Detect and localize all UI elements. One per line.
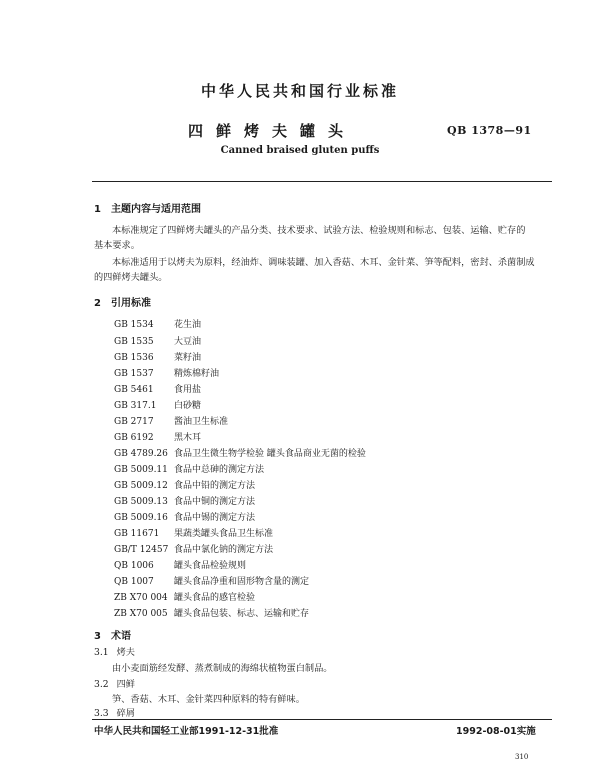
reference-code: ZB X70 005 [114,609,168,619]
reference-code: GB/T 12457 [114,545,169,555]
reference-item [114,590,255,603]
reference-code: GB 5009.13 [114,497,168,507]
reference-name: 罐头食品检验规则 [174,561,247,571]
reference-code: GB 5009.12 [114,481,168,491]
reference-name: 食用盐 [174,385,202,395]
reference-name: 食品中铜的测定方法 [174,497,256,507]
term-3-2-number: 3.2 [94,679,109,690]
reference-code: GB 5461 [114,385,154,395]
reference-code: GB 1536 [114,353,154,363]
reference-code: GB 5009.11 [114,465,168,475]
reference-item [114,510,255,523]
reference-item [114,606,309,619]
reference-item [114,430,201,443]
section-3-heading [94,627,131,642]
reference-item [114,446,366,459]
reference-name: 食品中氯化钠的测定方法 [174,545,274,555]
reference-item [114,350,201,363]
implementation-date: 1992-08-01实施 [456,726,536,737]
reference-item [114,494,255,507]
reference-code: GB 4789.26 [114,449,168,459]
reference-item [114,366,219,379]
section-3-number: 3 [94,631,101,642]
reference-name: 菜籽油 [174,353,202,363]
reference-code: GB 2717 [114,417,154,427]
reference-name: 精炼棉籽油 [174,369,220,379]
reference-name: 花生油 [174,320,202,330]
section-1-para-2-line-2: 的四鲜烤夫罐头。 [94,272,168,283]
reference-name: 食品中总砷的测定方法 [174,465,265,475]
section-3-title: 术语 [110,631,131,642]
top-divider [92,181,552,182]
reference-item [114,462,264,475]
section-1-para-2-line-1: 本标准适用于以烤夫为原料，经油炸、调味装罐、加入香菇、木耳、金针菜、笋等配料，密封、杀菌制成 [112,257,535,268]
section-2-heading [94,294,151,309]
reference-item [114,558,246,571]
reference-name: 果蔬类罐头食品卫生标准 [174,529,274,539]
term-3-1-number: 3.1 [94,647,109,658]
reference-item [114,414,228,427]
reference-item [114,334,201,347]
term-3-2-title: 四鲜 [116,679,135,690]
section-1-heading [94,200,201,215]
term-3-3-number: 3.3 [94,708,109,719]
reference-item [114,574,309,587]
document-title: 四鲜烤夫罐头 [188,122,357,140]
term-3-1-title: 烤夫 [116,647,135,658]
reference-code: GB 11671 [114,529,160,539]
reference-item [114,526,273,539]
reference-name: 大豆油 [174,337,202,347]
term-3-1-heading [94,645,135,660]
reference-name: 酱油卫生标准 [174,417,229,427]
reference-code: GB 1535 [114,337,154,347]
reference-name: 罐头食品净重和固形物含量的测定 [174,577,310,587]
section-1-para-1-line-1: 本标准规定了四鲜烤夫罐头的产品分类、技术要求、试验方法、检验规则和标志、包装、运输、贮存的 [112,225,526,236]
reference-item [114,478,255,491]
section-2-number: 2 [94,298,101,309]
reference-name: 食品中铅的测定方法 [174,481,256,491]
reference-code: QB 1007 [114,577,154,587]
reference-item [114,382,201,395]
standard-code: QB 1378—91 [447,124,532,137]
reference-code: GB 317.1 [114,401,157,411]
reference-code: GB 1534 [114,320,154,330]
reference-code: GB 1537 [114,369,154,379]
reference-code: GB 5009.16 [114,513,168,523]
approval-line: 中华人民共和国轻工业部1991-12-31批准 [94,726,279,737]
term-3-2-heading [94,677,135,692]
reference-name: 白砂糖 [174,401,202,411]
reference-name: 食品中锡的测定方法 [174,513,256,523]
section-1-title: 主题内容与适用范围 [110,204,201,215]
term-3-2-definition: 笋、香菇、木耳、金针菜四种原料的特有鲜味。 [112,694,305,705]
reference-item [114,398,201,411]
reference-name: 食品卫生微生物学检验 罐头食品商业无菌的检验 [174,449,366,459]
reference-name: 罐头食品的感官检验 [174,593,256,603]
reference-item [114,542,273,555]
section-2-title: 引用标准 [110,298,151,309]
term-3-1-definition: 由小麦面筋经发酵、蒸煮制成的海绵状植物蛋白制品。 [112,663,333,674]
term-3-3-title: 碎屑 [116,708,135,719]
reference-code: QB 1006 [114,561,154,571]
reference-item [114,317,201,330]
bottom-divider [92,719,552,720]
reference-code: ZB X70 004 [114,593,168,603]
english-subtitle: Canned braised gluten puffs [220,145,380,156]
section-1-number: 1 [94,204,101,215]
reference-name: 罐头食品包装、标志、运输和贮存 [174,609,310,619]
section-1-para-1-line-2: 基本要求。 [94,240,140,251]
reference-code: GB 6192 [114,433,154,443]
page-number: 310 [515,753,529,761]
issuing-body-header: 中华人民共和国行业标准 [200,82,399,100]
reference-name: 黑木耳 [174,433,202,443]
